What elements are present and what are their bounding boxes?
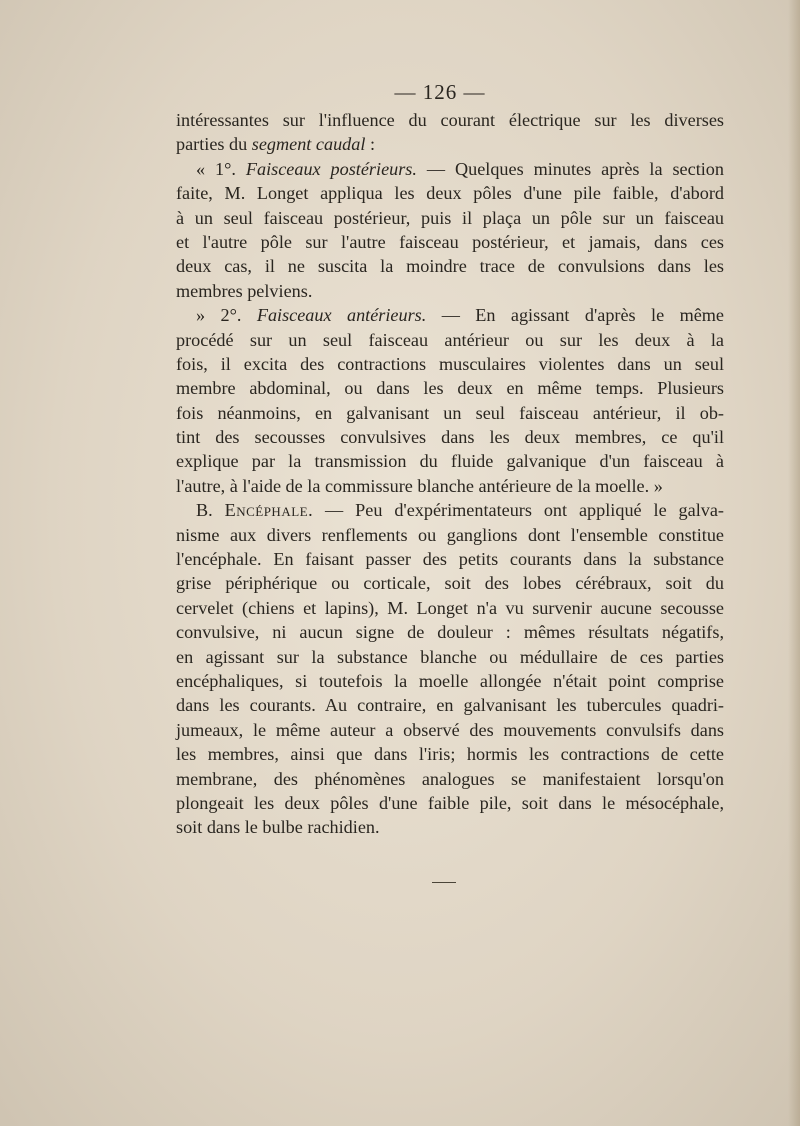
text-run: jumeaux, le même auteur a observé des mouvements convulsifs dans	[176, 719, 724, 740]
text-run: en agissant sur la substance blanche ou médullaire de ces parties	[176, 646, 724, 667]
text-line	[176, 303, 724, 327]
page-edge-shadow	[788, 0, 800, 1126]
text-line	[176, 767, 724, 791]
text-line	[176, 132, 724, 156]
text-run: B.	[196, 500, 225, 521]
page-number: — 126 —	[394, 80, 486, 104]
text-line	[176, 669, 724, 693]
text-run: parties du	[176, 134, 252, 155]
text-line	[176, 645, 724, 669]
italic-run: Faisceaux antérieurs.	[256, 305, 427, 326]
text-line	[176, 718, 724, 742]
text-run: à un seul faisceau postérieur, puis il plaça un pôle sur un faisceau	[176, 207, 724, 228]
text-run: les membres, ainsi que dans l'iris; hormis les contractions de cette	[176, 744, 724, 765]
paragraph	[176, 498, 724, 839]
italic-run: segment caudal	[251, 134, 366, 155]
text-line	[176, 328, 724, 352]
text-run: l'encéphale. En faisant passer des petits courants dans la substance	[176, 549, 724, 570]
text-line	[176, 425, 724, 449]
text-run: cervelet (chiens et lapins), M. Longet n'a vu survenir aucune secousse	[176, 597, 724, 618]
text-line	[176, 401, 724, 425]
text-run: et l'autre pôle sur l'autre faisceau postérieur, et jamais, dans ces	[176, 231, 724, 252]
text-run: « 1°.	[196, 158, 246, 179]
text-run: membres pelviens.	[176, 280, 313, 301]
text-line	[176, 230, 724, 254]
text-run: intéressantes sur l'influence du courant électrique sur les diverses	[176, 110, 724, 130]
text-run: membrane, des phénomènes analogues se manifestaient lorsqu'on	[176, 768, 724, 789]
text-line	[176, 742, 724, 766]
text-run: deux cas, il ne suscita la moindre trace de convulsions dans les	[176, 256, 724, 277]
text-line	[176, 352, 724, 376]
text-run: » 2°.	[196, 305, 257, 326]
text-line	[176, 547, 724, 571]
text-line	[176, 376, 724, 400]
body-text	[176, 108, 724, 840]
paragraph	[176, 157, 724, 303]
text-run: l'autre, à l'aide de la commissure blanche antérieure de la moelle. »	[176, 475, 663, 496]
text-line	[176, 523, 724, 547]
text-run: convulsive, ni aucun signe de douleur : mêmes résultats négatifs,	[176, 622, 724, 643]
text-run: encéphaliques, si toutefois la moelle allongée n'était point comprise	[176, 670, 724, 691]
end-rule	[432, 882, 456, 883]
text-run: — Quelques minutes après la section	[416, 158, 724, 179]
text-line	[176, 498, 724, 522]
text-line	[176, 449, 724, 473]
text-line	[176, 206, 724, 230]
text-run: membre abdominal, ou dans les deux en même temps. Plusieurs	[176, 378, 724, 399]
paragraph	[176, 108, 724, 157]
text-run: procédé sur un seul faisceau antérieur ou sur les deux à la	[176, 329, 724, 350]
text-line	[176, 157, 724, 181]
text-line	[176, 815, 724, 839]
text-line	[176, 279, 724, 303]
text-run: soit dans le bulbe rachidien.	[176, 817, 380, 838]
text-run: — En agissant d'après le même	[426, 305, 725, 326]
text-run: tint des secousses convulsives dans les deux membres, ce qu'il	[176, 427, 724, 448]
text-line	[176, 254, 724, 278]
text-run: fois néanmoins, en galvanisant un seul faisceau antérieur, il ob-	[176, 402, 724, 423]
text-run: nisme aux divers renflements ou ganglions dont l'ensemble constitue	[176, 524, 724, 545]
text-run: dans les courants. Au contraire, en galvanisant les tubercules quadri-	[176, 695, 724, 716]
text-run: fois, il excita des contractions musculaires violentes dans un seul	[176, 353, 724, 374]
text-line	[176, 181, 724, 205]
text-run: plongeait les deux pôles d'une faible pile, soit dans le mésocéphale,	[176, 792, 724, 813]
text-line	[176, 108, 724, 132]
text-line	[176, 571, 724, 595]
text-run: grise périphérique ou corticale, soit des lobes cérébraux, soit du	[176, 573, 724, 594]
text-run: explique par la transmission du fluide galvanique d'un faisceau à	[176, 451, 724, 472]
paragraph	[176, 303, 724, 498]
text-line	[176, 693, 724, 717]
text-line	[176, 474, 724, 498]
text-line	[176, 596, 724, 620]
text-line	[176, 620, 724, 644]
text-run: faite, M. Longet appliqua les deux pôles d'une pile faible, d'abord	[176, 183, 724, 204]
text-run: :	[365, 134, 376, 155]
italic-run: Faisceaux postérieurs.	[245, 158, 417, 179]
small-caps-run: Encéphale.	[224, 500, 314, 521]
text-line	[176, 791, 724, 815]
text-run: — Peu d'expérimentateurs ont appliqué le galva-	[313, 500, 724, 521]
